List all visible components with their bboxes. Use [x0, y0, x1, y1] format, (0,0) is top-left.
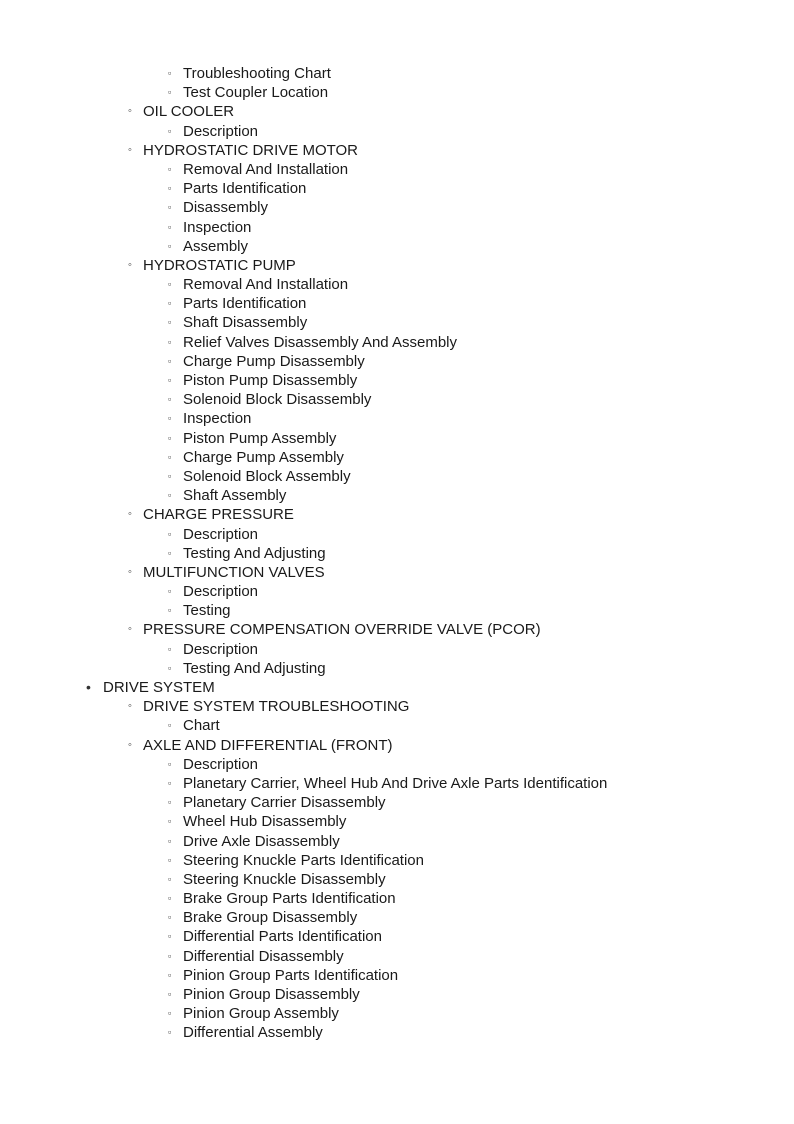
bullet-icon: ▫ [168, 336, 172, 347]
bullet-icon: ▫ [168, 413, 172, 424]
toc-entry-level-3[interactable] [0, 1023, 794, 1042]
toc-entry-level-3[interactable] [0, 198, 794, 217]
toc-entry-label: Planetary Carrier, Wheel Hub And Drive Axle Parts Identification [183, 774, 608, 792]
toc-entry-level-3[interactable] [0, 755, 794, 774]
toc-entry-level-3[interactable] [0, 544, 794, 563]
toc-entry-label: Disassembly [183, 199, 269, 217]
bullet-icon: ▫ [168, 777, 172, 788]
toc-entry-level-3[interactable] [0, 947, 794, 966]
bullet-icon: ▫ [168, 1008, 172, 1019]
toc-entry-label: Differential Parts Identification [183, 928, 382, 946]
bullet-icon: ▫ [168, 835, 172, 846]
toc-entry-label: Inspection [183, 410, 252, 428]
bullet-icon: ▫ [168, 758, 172, 769]
toc-entry-level-2[interactable] [0, 563, 794, 582]
bullet-icon: ▫ [168, 873, 172, 884]
toc-entry-label: Assembly [183, 237, 249, 255]
toc-entry-level-2[interactable] [0, 256, 794, 275]
toc-entry-level-3[interactable] [0, 870, 794, 889]
bullet-icon: ◦ [128, 105, 132, 118]
toc-entry-level-3[interactable] [0, 525, 794, 544]
toc-entry-label: Pinion Group Disassembly [183, 986, 360, 1003]
toc-entry-label: Planetary Carrier Disassembly [183, 794, 386, 812]
toc-entry-level-3[interactable] [0, 908, 794, 927]
toc-entry-level-3[interactable] [0, 122, 794, 141]
bullet-icon: ▫ [168, 662, 172, 673]
table-of-contents [0, 64, 794, 1043]
bullet-icon: ▫ [168, 68, 172, 78]
toc-entry-level-3[interactable] [0, 429, 794, 448]
toc-entry-label: Testing And Adjusting [183, 659, 326, 677]
toc-entry-label: Drive Axle Disassembly [183, 832, 340, 850]
bullet-icon: ◦ [128, 143, 132, 156]
toc-entry-label: Description [183, 640, 259, 658]
toc-entry-label: Steering Knuckle Disassembly [183, 870, 386, 888]
toc-entry-level-3[interactable] [0, 467, 794, 486]
toc-entry-label: Shaft Assembly [183, 487, 287, 505]
toc-entry-level-3[interactable] [0, 371, 794, 390]
bullet-icon: ▫ [168, 355, 172, 366]
toc-entry-level-3[interactable] [0, 812, 794, 831]
toc-entry-level-3[interactable] [0, 64, 794, 83]
toc-entry-label: Testing [183, 602, 231, 620]
toc-entry-label: Shaft Disassembly [183, 314, 308, 332]
toc-entry-label: Charge Pump Assembly [183, 448, 344, 466]
bullet-icon: ◦ [128, 738, 132, 751]
bullet-icon: ▫ [168, 125, 172, 136]
bullet-icon: ▫ [168, 470, 172, 481]
toc-entry-label: HYDROSTATIC PUMP [143, 256, 296, 274]
bullet-icon: ▫ [168, 989, 172, 999]
bullet-icon: ▫ [168, 298, 172, 309]
toc-entry-level-3[interactable] [0, 448, 794, 467]
bullet-icon: ▫ [168, 240, 172, 251]
toc-entry-label: Solenoid Block Assembly [183, 467, 351, 485]
bullet-icon: ▫ [168, 797, 172, 808]
toc-entry-label: Piston Pump Disassembly [183, 372, 358, 389]
toc-entry-label: Description [183, 755, 259, 773]
toc-entry-label: DRIVE SYSTEM [103, 679, 215, 696]
toc-entry-label: Solenoid Block Disassembly [183, 391, 372, 409]
toc-entry-label: Description [183, 525, 259, 543]
bullet-icon: ▫ [168, 163, 172, 174]
toc-entry-level-2[interactable] [0, 141, 794, 160]
toc-entry-label: Wheel Hub Disassembly [183, 813, 347, 831]
toc-entry-level-3[interactable] [0, 409, 794, 428]
toc-entry-label: Removal And Installation [183, 276, 349, 294]
bullet-icon: ◦ [128, 565, 132, 578]
toc-entry-level-3[interactable] [0, 640, 794, 659]
toc-entry-level-3[interactable] [0, 486, 794, 505]
toc-entry-level-3[interactable] [0, 179, 794, 198]
bullet-icon: ▫ [168, 816, 172, 827]
toc-entry-label: Test Coupler Location [183, 84, 329, 102]
bullet-icon: ▫ [168, 528, 172, 539]
bullet-icon: ▫ [168, 969, 172, 980]
bullet-icon: • [86, 679, 91, 695]
bullet-icon: ▫ [168, 912, 172, 923]
bullet-icon: ▫ [168, 643, 172, 654]
toc-entry-level-3[interactable] [0, 966, 794, 985]
toc-entry-label: Parts Identification [183, 180, 307, 198]
toc-entry-level-3[interactable] [0, 774, 794, 793]
toc-entry-label: Relief Valves Disassembly And Assembly [183, 333, 457, 351]
toc-entry-label: Differential Disassembly [183, 947, 344, 965]
toc-entry-level-2[interactable] [0, 505, 794, 524]
bullet-icon: ▫ [168, 720, 172, 731]
toc-entry-label: CHARGE PRESSURE [143, 506, 294, 524]
toc-entry-level-3[interactable] [0, 1004, 794, 1023]
toc-entry-level-2[interactable] [0, 102, 794, 121]
toc-entry-level-2[interactable] [0, 736, 794, 755]
bullet-icon: ▫ [168, 394, 172, 405]
bullet-icon: ▫ [168, 221, 172, 232]
bullet-icon: ▫ [168, 183, 172, 194]
toc-entry-level-1[interactable] [0, 678, 794, 697]
toc-entry-label: Description [183, 122, 259, 140]
toc-entry-level-3[interactable] [0, 716, 794, 735]
toc-entry-label: MULTIFUNCTION VALVES [143, 563, 325, 581]
bullet-icon: ▫ [168, 279, 172, 290]
bullet-icon: ▫ [168, 893, 172, 904]
toc-entry-level-3[interactable] [0, 582, 794, 601]
toc-entry-label: Brake Group Disassembly [183, 909, 358, 927]
bullet-icon: ◦ [128, 508, 132, 521]
bullet-icon: ▫ [168, 931, 172, 942]
bullet-icon: ◦ [128, 623, 132, 636]
toc-entry-label: Inspection [183, 218, 252, 236]
toc-entry-level-3[interactable] [0, 218, 794, 237]
toc-entry-label: Differential Assembly [183, 1024, 323, 1042]
toc-entry-level-3[interactable] [0, 275, 794, 294]
toc-entry-label: HYDROSTATIC DRIVE MOTOR [143, 141, 359, 159]
toc-entry-label: Parts Identification [183, 295, 307, 313]
toc-entry-label: Troubleshooting Chart [183, 65, 331, 82]
bullet-icon: ▫ [168, 451, 172, 462]
toc-entry-label: OIL COOLER [143, 103, 235, 121]
toc-entry-level-3[interactable] [0, 83, 794, 102]
bullet-icon: ◦ [128, 700, 132, 713]
bullet-icon: ▫ [168, 87, 172, 98]
toc-entry-level-3[interactable] [0, 352, 794, 371]
toc-entry-level-3[interactable] [0, 333, 794, 352]
bullet-icon: ◦ [128, 258, 132, 271]
bullet-icon: ▫ [168, 854, 172, 865]
toc-entry-label: DRIVE SYSTEM TROUBLESHOOTING [143, 698, 410, 716]
toc-entry-label: Brake Group Parts Identification [183, 890, 396, 908]
bullet-icon: ▫ [168, 317, 172, 328]
bullet-icon: ▫ [168, 375, 172, 385]
toc-entry-level-3[interactable] [0, 659, 794, 678]
toc-entry-label: Piston Pump Assembly [183, 429, 337, 447]
toc-entry-label: PRESSURE COMPENSATION OVERRIDE VALVE (PCOR) [143, 621, 541, 639]
toc-entry-label: Pinion Group Assembly [183, 1005, 339, 1023]
toc-entry-level-3[interactable] [0, 889, 794, 908]
toc-entry-level-3[interactable] [0, 832, 794, 851]
toc-entry-level-3[interactable] [0, 985, 794, 1004]
toc-entry-label: Description [183, 583, 259, 601]
toc-entry-level-3[interactable] [0, 927, 794, 946]
toc-entry-level-3[interactable] [0, 294, 794, 313]
bullet-icon: ▫ [168, 950, 172, 961]
toc-entry-level-2[interactable] [0, 620, 794, 639]
bullet-icon: ▫ [168, 605, 172, 616]
toc-entry-label: Steering Knuckle Parts Identification [183, 851, 424, 869]
toc-entry-label: Removal And Installation [183, 160, 349, 178]
toc-entry-label: AXLE AND DIFFERENTIAL (FRONT) [143, 736, 393, 754]
toc-entry-level-3[interactable] [0, 313, 794, 332]
bullet-icon: ▫ [168, 547, 172, 558]
toc-entry-label: Testing And Adjusting [183, 544, 326, 562]
bullet-icon: ▫ [168, 202, 172, 213]
toc-entry-level-3[interactable] [0, 390, 794, 409]
toc-entry-level-3[interactable] [0, 851, 794, 870]
toc-entry-label: Chart [183, 717, 220, 735]
bullet-icon: ▫ [168, 432, 172, 443]
bullet-icon: ▫ [168, 586, 172, 597]
toc-entry-level-3[interactable] [0, 237, 794, 256]
toc-entry-level-3[interactable] [0, 160, 794, 179]
toc-entry-level-3[interactable] [0, 601, 794, 620]
bullet-icon: ▫ [168, 490, 172, 501]
toc-entry-level-3[interactable] [0, 793, 794, 812]
toc-entry-level-2[interactable] [0, 697, 794, 716]
toc-entry-label: Pinion Group Parts Identification [183, 966, 399, 984]
toc-entry-label: Charge Pump Disassembly [183, 352, 365, 370]
bullet-icon: ▫ [168, 1027, 172, 1038]
